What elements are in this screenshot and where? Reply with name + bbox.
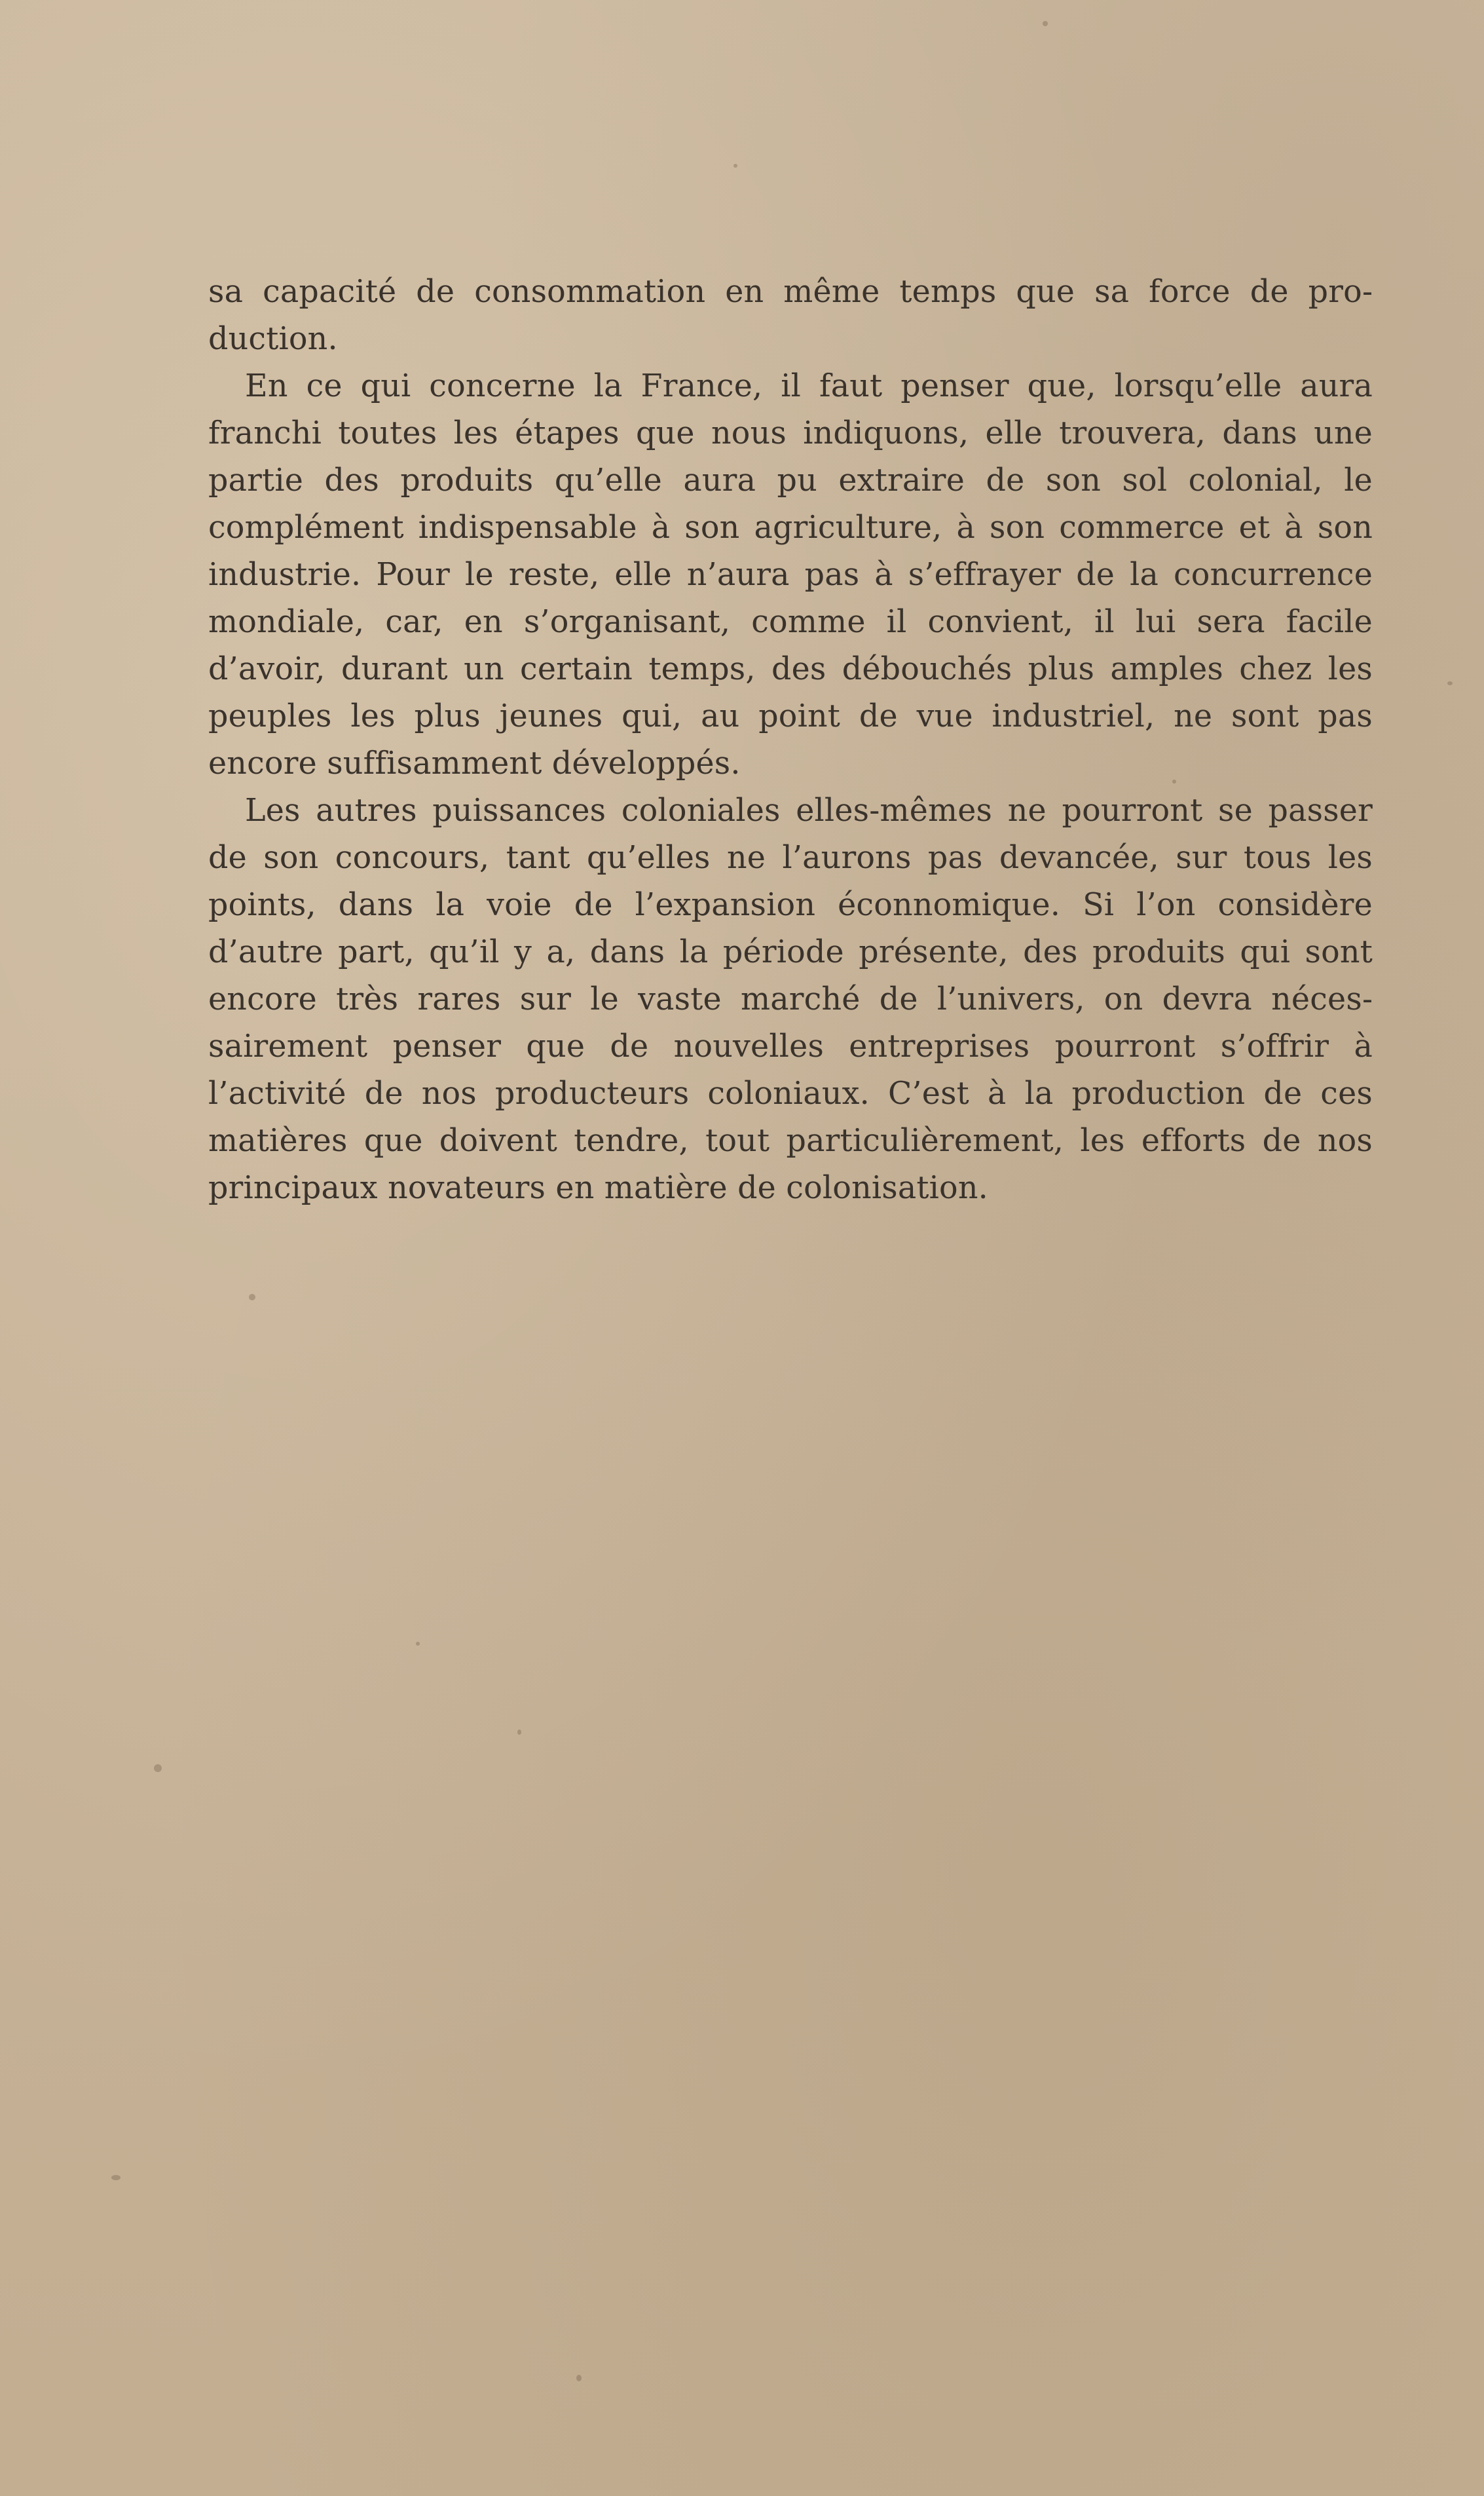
paper-speck <box>733 164 737 168</box>
paper-speck <box>416 1642 420 1646</box>
paper-speck <box>111 2175 121 2180</box>
paper-speck <box>154 1764 162 1772</box>
paper-speck <box>576 2375 582 2381</box>
paragraph: Les autres puissances coloniales elles-mêmes ne pourront se passer de son concours, tant qu’elles ne l’aurons pas devancée, sur tous les points, dans la voie de l’expansion éconnomique. Si l’on considère d’autre part, qu’il y a, dans la période présente, des produits qui sont encore très rares sur le vaste marché de l’univers, on devra nécessairement penser que de nouvelles entreprises pourront s’offrir à l’activité de nos producteurs coloniaux. C’est à la production de ces matières que doivent tendre, tout particulièrement, les efforts de nos principaux novateurs en matière de colonisation. <box>208 793 1373 1206</box>
paper-speck <box>517 1730 521 1735</box>
body-text <box>208 269 1373 1212</box>
paragraph: sa capacité de consommation en même temps que sa force de production. <box>208 274 1373 357</box>
paragraph: En ce qui concerne la France, il faut penser que, lorsqu’elle aura franchi toutes les étapes que nous indiquons, elle trouvera, dans une partie des produits qu’elle aura pu extraire de son sol colonial, le complément indispensable à son agriculture, à son commerce et à son industrie. Pour le reste, elle n’aura pas à s’effrayer de la concurrence mondiale, car, en s’organisant, comme il convient, il lui sera facile d’avoir, durant un certain temps, des débouchés plus amples chez les peuples les plus jeunes qui, au point de vue industriel, ne sont pas encore suffisamment développés. <box>208 368 1373 782</box>
paper-speck <box>1043 21 1048 26</box>
paper-speck <box>1447 681 1453 685</box>
paper-speck <box>249 1294 255 1300</box>
